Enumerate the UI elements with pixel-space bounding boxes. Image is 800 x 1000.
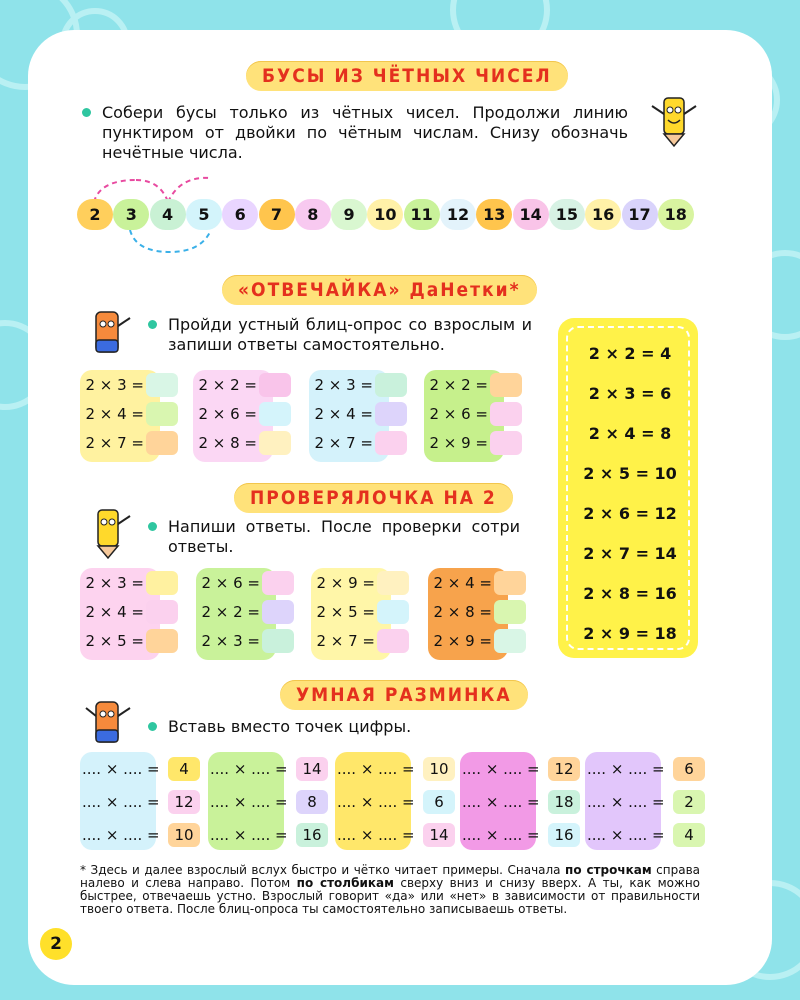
answer-box[interactable] — [490, 402, 522, 426]
answer-box[interactable] — [377, 629, 409, 653]
table-row: 2 × 4 = 8 — [588, 424, 672, 443]
number-bead[interactable]: 14 — [513, 199, 549, 230]
table-row: 2 × 7 = 14 — [583, 544, 677, 563]
answer-box: 4 — [168, 757, 200, 781]
multiplication-table-panel — [558, 318, 698, 658]
table-row: 2 × 5 = 10 — [583, 464, 677, 483]
expression-label: 2 × 5 = — [85, 632, 144, 650]
answer-box[interactable] — [262, 571, 294, 595]
expression-label: .... × .... = — [587, 760, 665, 778]
beads-instruction: Собери бусы только из чётных чисел. Продолжи линию пунктиром от двойки по чётным числам. Снизу обозначь нечётные числа. — [102, 103, 628, 162]
expression-label: .... × .... = — [337, 760, 415, 778]
number-bead[interactable]: 15 — [549, 199, 585, 230]
expression-label: 2 × 6 = — [198, 405, 257, 423]
expression-label: .... × .... = — [82, 826, 160, 844]
expression-label: 2 × 2 = — [429, 376, 488, 394]
pencil-mascot-icon — [648, 90, 700, 148]
answer-box[interactable] — [494, 629, 526, 653]
section-title-check: ПРОВЕРЯЛОЧКА НА 2 — [234, 483, 513, 513]
table-row: 2 × 9 = 18 — [583, 624, 677, 643]
expression-label: 2 × 9 = — [316, 574, 375, 592]
answer-box: 8 — [296, 790, 328, 814]
answer-box[interactable] — [490, 431, 522, 455]
answer-box[interactable] — [377, 600, 409, 624]
number-bead[interactable]: 17 — [622, 199, 658, 230]
footnote-text: сверху вниз и снизу вверх. А ты, как можно быстрее, отвечаешь устно. Взрослый говорит «да» или «нет» в зависимости от правильности твоего ответа. После блиц-опроса ты самостоятельно записываешь ответы. — [80, 876, 701, 916]
expression-label: 2 × 4 = — [85, 603, 144, 621]
answer-box: 18 — [548, 790, 580, 814]
answer-box[interactable] — [146, 431, 178, 455]
number-bead[interactable]: 10 — [367, 199, 403, 230]
expression-label: 2 × 7 = — [85, 434, 144, 452]
answer-box[interactable] — [146, 373, 178, 397]
number-bead[interactable]: 7 — [259, 199, 295, 230]
table-row: 2 × 6 = 12 — [583, 504, 677, 523]
answer-box[interactable] — [259, 431, 291, 455]
answer-box: 12 — [548, 757, 580, 781]
number-bead[interactable]: 3 — [113, 199, 149, 230]
answer-box[interactable] — [259, 373, 291, 397]
expression-label: 2 × 7 = — [314, 434, 373, 452]
expression-label: .... × .... = — [210, 826, 288, 844]
footnote — [80, 864, 700, 916]
answer-box[interactable] — [375, 373, 407, 397]
number-bead[interactable]: 6 — [222, 199, 258, 230]
number-bead[interactable]: 12 — [440, 199, 476, 230]
eraser-mascot-icon — [84, 306, 134, 358]
expression-label: .... × .... = — [587, 793, 665, 811]
answer-box[interactable] — [494, 600, 526, 624]
answer-box[interactable] — [262, 629, 294, 653]
footnote-text: * Здесь и далее взрослый вслух быстро и чётко читает примеры. Сначала — [80, 863, 566, 877]
expression-label: 2 × 3 = — [201, 632, 260, 650]
expression-label: .... × .... = — [337, 793, 415, 811]
section-title-beads: БУСЫ ИЗ ЧЁТНЫХ ЧИСЕЛ — [246, 61, 568, 91]
number-bead[interactable]: 8 — [295, 199, 331, 230]
expression-label: .... × .... = — [462, 826, 540, 844]
quiz-instruction: Пройди устный блиц-опрос со взрослым и запиши ответы самостоятельно. — [168, 315, 532, 354]
answer-box[interactable] — [494, 571, 526, 595]
number-bead[interactable]: 4 — [150, 199, 186, 230]
expression-label: 2 × 8 = — [433, 603, 492, 621]
answer-box[interactable] — [490, 373, 522, 397]
table-row: 2 × 3 = 6 — [588, 384, 672, 403]
expression-label: 2 × 2 = — [201, 603, 260, 621]
answer-box[interactable] — [375, 402, 407, 426]
bullet-icon — [82, 108, 91, 117]
expression-label: 2 × 2 = — [198, 376, 257, 394]
expression-label: .... × .... = — [587, 826, 665, 844]
answer-box[interactable] — [146, 571, 178, 595]
answer-box: 6 — [423, 790, 455, 814]
footnote-bold: по строчкам — [565, 863, 652, 877]
answer-box[interactable] — [146, 402, 178, 426]
answer-box[interactable] — [377, 571, 409, 595]
answer-box[interactable] — [146, 600, 178, 624]
bullet-icon — [148, 722, 157, 731]
answer-box[interactable] — [262, 600, 294, 624]
bullet-icon — [148, 320, 157, 329]
check-instruction: Напиши ответы. После проверки сотри ответы. — [168, 517, 520, 556]
expression-label: 2 × 9 = — [429, 434, 488, 452]
expression-label: .... × .... = — [337, 826, 415, 844]
expression-label: .... × .... = — [82, 760, 160, 778]
answer-box[interactable] — [146, 629, 178, 653]
expression-label: .... × .... = — [462, 793, 540, 811]
answer-box: 10 — [168, 823, 200, 847]
number-bead[interactable]: 2 — [77, 199, 113, 230]
expression-label: .... × .... = — [210, 793, 288, 811]
number-bead[interactable]: 11 — [404, 199, 440, 230]
expression-label: 2 × 6 = — [429, 405, 488, 423]
number-bead[interactable]: 5 — [186, 199, 222, 230]
multiplication-table — [566, 326, 690, 650]
answer-box: 6 — [673, 757, 705, 781]
answer-box: 16 — [296, 823, 328, 847]
expression-label: 2 × 3 = — [314, 376, 373, 394]
pencil-mascot-icon — [84, 504, 134, 562]
table-row: 2 × 8 = 16 — [583, 584, 677, 603]
answer-box: 12 — [168, 790, 200, 814]
answer-box[interactable] — [259, 402, 291, 426]
warmup-instruction: Вставь вместо точек цифры. — [168, 717, 412, 736]
expression-label: 2 × 4 = — [314, 405, 373, 423]
expression-label: 2 × 3 = — [85, 376, 144, 394]
expression-label: 2 × 3 = — [85, 574, 144, 592]
expression-label: 2 × 9 = — [433, 632, 492, 650]
expression-label: 2 × 7 = — [316, 632, 375, 650]
expression-label: 2 × 4 = — [85, 405, 144, 423]
section-title-quiz: «ОТВЕЧАЙКА» ДаНетки* — [222, 275, 537, 305]
table-row: 2 × 2 = 4 — [588, 344, 672, 363]
answer-box: 16 — [548, 823, 580, 847]
number-bead[interactable]: 9 — [331, 199, 367, 230]
number-bead[interactable]: 13 — [476, 199, 512, 230]
bullet-icon — [148, 522, 157, 531]
expression-label: 2 × 6 = — [201, 574, 260, 592]
expression-label: 2 × 8 = — [198, 434, 257, 452]
number-bead[interactable]: 18 — [658, 199, 694, 230]
answer-box: 14 — [296, 757, 328, 781]
eraser-mascot-icon — [84, 696, 134, 748]
answer-box: 10 — [423, 757, 455, 781]
footnote-text: справа налево и слева направо. Потом — [80, 863, 701, 890]
number-bead[interactable]: 16 — [585, 199, 621, 230]
answer-box: 2 — [673, 790, 705, 814]
answer-box: 14 — [423, 823, 455, 847]
expression-label: 2 × 4 = — [433, 574, 492, 592]
expression-label: .... × .... = — [210, 760, 288, 778]
answer-box[interactable] — [375, 431, 407, 455]
page-number: 2 — [40, 928, 72, 960]
footnote-bold: по столбикам — [296, 876, 394, 890]
expression-label: .... × .... = — [82, 793, 160, 811]
answer-box: 4 — [673, 823, 705, 847]
section-title-warmup: УМНАЯ РАЗМИНКА — [280, 680, 528, 710]
expression-label: 2 × 5 = — [316, 603, 375, 621]
expression-label: .... × .... = — [462, 760, 540, 778]
